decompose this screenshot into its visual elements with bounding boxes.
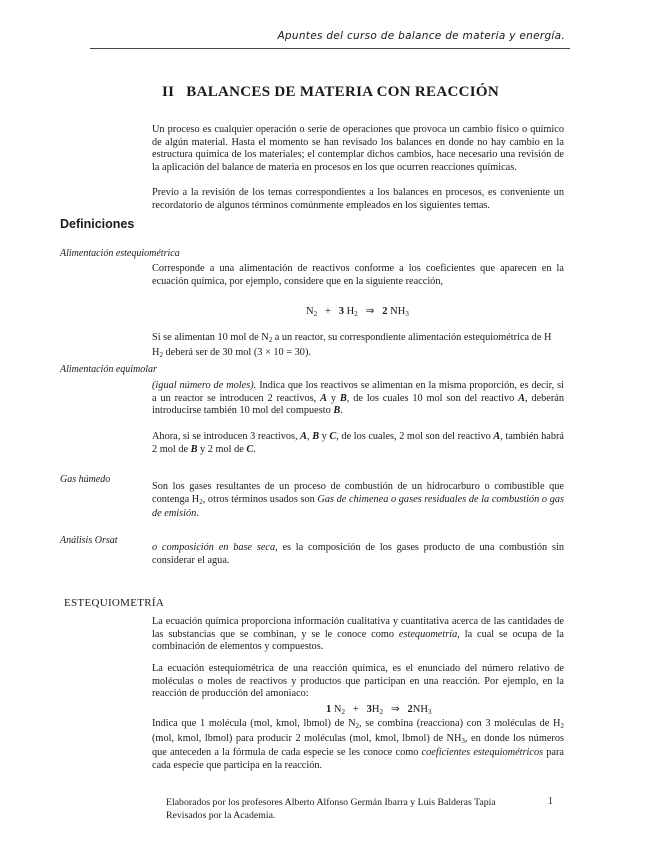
orsat-t2: , es la composición de los gases producto de una combustión sin considerar el agua.	[152, 542, 564, 566]
esteq-p3-n-sub: 2	[355, 722, 360, 730]
alim-equimolar-text	[152, 380, 564, 418]
chapter-title	[162, 84, 499, 101]
eq2-arrow: ⇒	[390, 704, 400, 715]
esteq-p3f: para cada especie que participa en la reacción.	[152, 747, 564, 771]
eq1-coef-2: 2	[382, 306, 388, 317]
eq1-plus: +	[324, 306, 331, 317]
equimolar-b: B	[339, 392, 347, 404]
equimolar-p2-b: B	[312, 431, 320, 442]
equimolar-p2-c2: C	[246, 443, 254, 455]
definitions-heading: Definiciones	[60, 217, 135, 231]
equation-ammonia-2	[326, 703, 431, 716]
header-rule	[90, 48, 570, 49]
alim-equimolar-text-2	[152, 431, 564, 456]
eq2-nh: NH	[412, 704, 428, 715]
esteq-p1a: La ecuación química proporciona información cualitativa y cuantitativa acerca de las cantidades de las substancias que se combinan, y se le conoce como	[152, 616, 564, 640]
eq2-plus: +	[352, 704, 359, 715]
equimolar-p2-period: .	[253, 443, 256, 455]
gas-humedo-h-sub: 2	[199, 497, 203, 506]
gas-humedo-t4: .	[196, 508, 199, 520]
eq1-h: H	[346, 306, 355, 317]
equimolar-p2b: , de los cuales, 2 mol son del reactivo	[336, 431, 494, 442]
esteq-p1b: estequometría	[398, 628, 458, 640]
eq1-n-sub: 2	[313, 310, 318, 318]
esteq-p3-h-sub: 2	[560, 722, 564, 730]
equimolar-t2: de los cuales 10 mol son del reactivo	[353, 392, 519, 404]
eq1-n: N	[306, 306, 314, 317]
eq1-arrow: ⇒	[365, 306, 375, 317]
equimolar-p2c: , también habrá 2 mol de	[152, 431, 564, 455]
esteq-paragraph-1	[152, 616, 564, 654]
footer-authors: Elaborados por los profesores Alberto Alfonso Germán Ibarra y Luis Balderas Tapia	[166, 797, 496, 808]
equation-ammonia-1	[306, 305, 409, 318]
equimolar-period: .	[340, 405, 343, 417]
footer	[166, 796, 496, 822]
term-gas-humedo: Gas húmedo	[60, 474, 111, 485]
equimolar-p2-comma: ,	[307, 431, 313, 442]
eq1-nh: NH	[390, 306, 406, 317]
equimolar-a: A	[320, 392, 327, 404]
eq2-n-sub: 2	[341, 708, 345, 716]
eq2-h-sub: 2	[379, 708, 383, 716]
equimolar-b2: B	[333, 405, 341, 417]
equimolar-p2-c: C	[329, 431, 337, 442]
alim-esteq-h-sub: 2	[159, 350, 163, 359]
term-analisis-orsat: Análisis Orsat	[60, 535, 118, 546]
eq2-n: N	[333, 704, 342, 715]
equimolar-comma: ,	[346, 392, 354, 404]
equimolar-p2-a2: A	[493, 431, 501, 442]
alim-esteq-after-3: deberá ser de 30 mol (3 × 10 = 30).	[162, 346, 311, 358]
equimolar-p2-a: A	[300, 431, 308, 442]
gas-humedo-text	[152, 481, 564, 521]
gas-humedo-t2: , otros términos usados son	[202, 493, 318, 505]
equimolar-and: y	[326, 392, 340, 404]
equimolar-p2-and: y	[319, 431, 330, 442]
alim-esteq-after-2: a un reactor, su correspondiente alimentación estequiométrica de H	[272, 332, 552, 343]
equimolar-a2: A	[518, 392, 525, 404]
esteq-paragraph-3	[152, 718, 564, 772]
gas-humedo-t3: Gas de chimenea o gases residuales de la combustión o gas de emisión	[152, 493, 564, 520]
equimolar-p2d: y 2 mol de	[197, 443, 247, 455]
esteq-p3a: Indica que 1 molécula (mol, kmol, lbmol) de N	[152, 718, 356, 729]
eq2-coef-1: 1	[326, 704, 332, 715]
eq2-coef-2: 2	[407, 704, 413, 715]
esteq-p1c: , la cual se ocupa de la combinación de elementos y compuestos.	[152, 628, 564, 653]
equimolar-p2-b2: B	[190, 443, 198, 455]
running-header: Apuntes del curso de balance de materia y energía.	[277, 30, 565, 42]
esteq-p3c: (mol, kmol, lbmol) para producir 2 moléculas (mol, kmol, lbmol) de NH	[152, 732, 462, 744]
eq2-nh-sub: 3	[427, 708, 432, 716]
esteq-p3-nh-sub: 3	[461, 736, 465, 745]
equimolar-t1: Indica que los reactivos se alimentan en la misma proporción, es decir, si a un reactor se introducen 2 reactivos,	[152, 380, 564, 404]
equimolar-p2a: Ahora, si se introducen 3 reactivos,	[152, 431, 301, 442]
alim-esteq-n-sub: 2	[268, 336, 273, 344]
term-alimentacion-equimolar: Alimentación equimolar	[60, 364, 157, 375]
alim-esteq-text: Corresponde a una alimentación de reactivos conforme a los coeficientes que aparecen en la ecuación química, por ejemplo, considere que en la siguiente reacción,	[152, 263, 564, 287]
eq1-nh-sub: 3	[405, 310, 409, 318]
estequiometria-heading: ESTEQUIOMETRÍA	[64, 597, 165, 609]
esteq-paragraph-2: La ecuación estequiométrica de una reacción química, es el enunciado del número relativo de moléculas o moles de reactivos y productos que participan en una reacción. Por ejemplo, en la reacción de producción del amoniaco:	[152, 663, 564, 700]
chapter-number: II	[162, 84, 175, 100]
equimolar-t3: , deberán introducirse también 10 mol del compuesto	[152, 392, 565, 417]
eq2-coef-3: 3	[366, 704, 372, 715]
term-alimentacion-estequiometrica: Alimentación estequiométrica	[60, 248, 180, 259]
alim-esteq-example	[152, 332, 564, 361]
intro-paragraph-1: Un proceso es cualquier operación o serie de operaciones que provoca un cambio físico o químico de algún material. Hasta el momento se han revisado los balances en donde no hay cambio en la estructura química de los materiales; el contemplar dichos cambios, hace necesario una revisión de la aplicación del balance de materia en procesos en los que ocurren reacciones químicas.	[152, 124, 564, 173]
chapter-title-text: BALANCES DE MATERIA CON REACCIÓN	[186, 84, 499, 100]
eq1-coef-3: 3	[338, 306, 345, 317]
eq2-h: H	[371, 704, 380, 715]
esteq-p3d: , en donde los números que anteceden a la fórmula de cada especie se les conoce como	[152, 732, 564, 759]
gas-humedo-t1: Son los gases resultantes de un proceso de combustión de un hidrocarburo o combustible que contenga H	[152, 481, 564, 505]
orsat-text	[152, 542, 564, 567]
page-number: 1	[548, 796, 553, 807]
intro-paragraph-2: Previo a la revisión de los temas correspondientes a los balances en procesos, es conveniente un recordatorio de algunos términos comúnmente empleados en los siguientes temas.	[152, 187, 564, 211]
esteq-p3e: coeficientes estequiométricos	[421, 747, 544, 759]
eq1-h-sub: 2	[354, 310, 358, 318]
esteq-p3b: , se combina (reacciona) con 3 moléculas de H	[359, 718, 561, 729]
footer-reviewed: Revisados por la Academia.	[166, 810, 276, 821]
equimolar-intro: (igual número de moles).	[152, 380, 257, 391]
alim-esteq-after-1: Si se alimentan 10 mol de N	[152, 332, 269, 343]
orsat-t1: o composición en base seca	[152, 542, 276, 553]
alim-esteq-h: H	[152, 346, 160, 358]
